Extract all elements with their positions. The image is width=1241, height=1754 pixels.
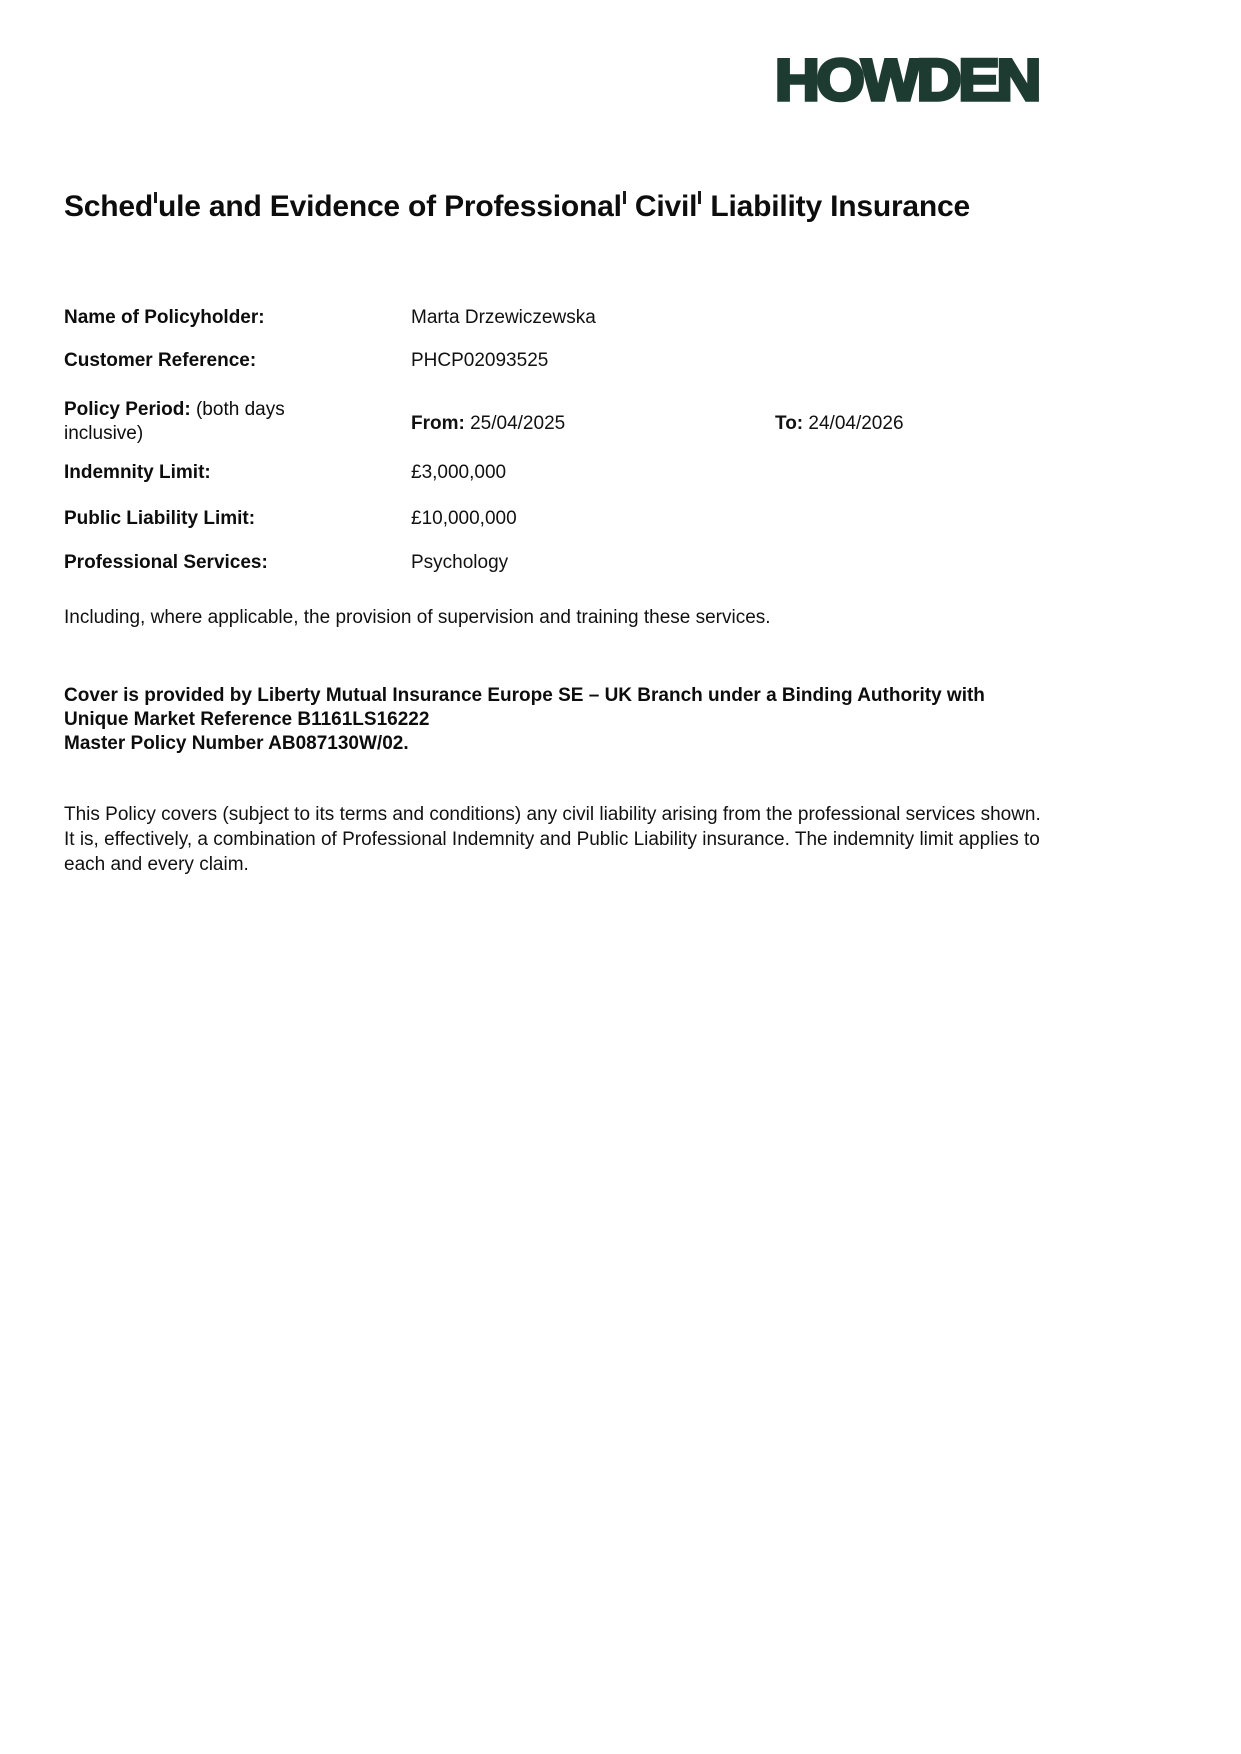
policy-description-line: This Policy covers (subject to its terms and conditions) any civil liability arising from the professional services shown. [64, 804, 1041, 825]
indemnity-limit-value: £3,000,000 [411, 462, 507, 483]
policy-period-label [64, 398, 322, 446]
from-value: 25/04/2025 [464, 413, 566, 434]
policy-description-line: each and every claim. [64, 854, 249, 875]
title-segment: Sched [64, 190, 154, 223]
to-label: To: [775, 413, 804, 434]
howden-logo-text: HOWDEN [775, 48, 1038, 110]
from-label: From: [411, 413, 465, 434]
cover-line: Cover is provided by Liberty Mutual Insurance Europe SE – UK Branch under a Binding Authority with [64, 685, 985, 706]
policy-description-paragraph [64, 802, 1154, 877]
schedule-fields [64, 0, 1184, 1754]
policyholder-value: Marta Drzewiczewska [411, 307, 596, 328]
policy-period-from [411, 412, 565, 436]
cover-line: Unique Market Reference B1161LS16222 [64, 709, 430, 730]
policy-period-to [775, 412, 904, 436]
title-segment: Liability Insurance [702, 190, 971, 223]
title-segment: Civil [626, 190, 698, 223]
professional-services-label: Professional Services: [64, 552, 268, 573]
public-liability-limit-value: £10,000,000 [411, 508, 517, 529]
customer-reference-label: Customer Reference: [64, 350, 257, 371]
cover-line: Master Policy Number AB087130W/02. [64, 733, 409, 754]
customer-reference-value: PHCP02093525 [411, 350, 549, 371]
public-liability-limit-label: Public Liability Limit: [64, 508, 256, 529]
indemnity-limit-label: Indemnity Limit: [64, 462, 211, 483]
including-paragraph: Including, where applicable, the provision of supervision and training these services. [64, 607, 771, 628]
cover-paragraph [64, 684, 1154, 756]
policyholder-label: Name of Policyholder: [64, 307, 265, 328]
title-segment: ule and Evidence of Professional [158, 190, 622, 223]
policy-period-label-bold: Policy Period: [64, 399, 191, 420]
policy-period-label-note: (both days inclusive) [64, 399, 285, 444]
professional-services-value: Psychology [411, 552, 509, 573]
policy-description-line: It is, effectively, a combination of Professional Indemnity and Public Liability insurance. The indemnity limit applies to [64, 829, 1040, 850]
to-value: 24/04/2026 [803, 413, 904, 434]
